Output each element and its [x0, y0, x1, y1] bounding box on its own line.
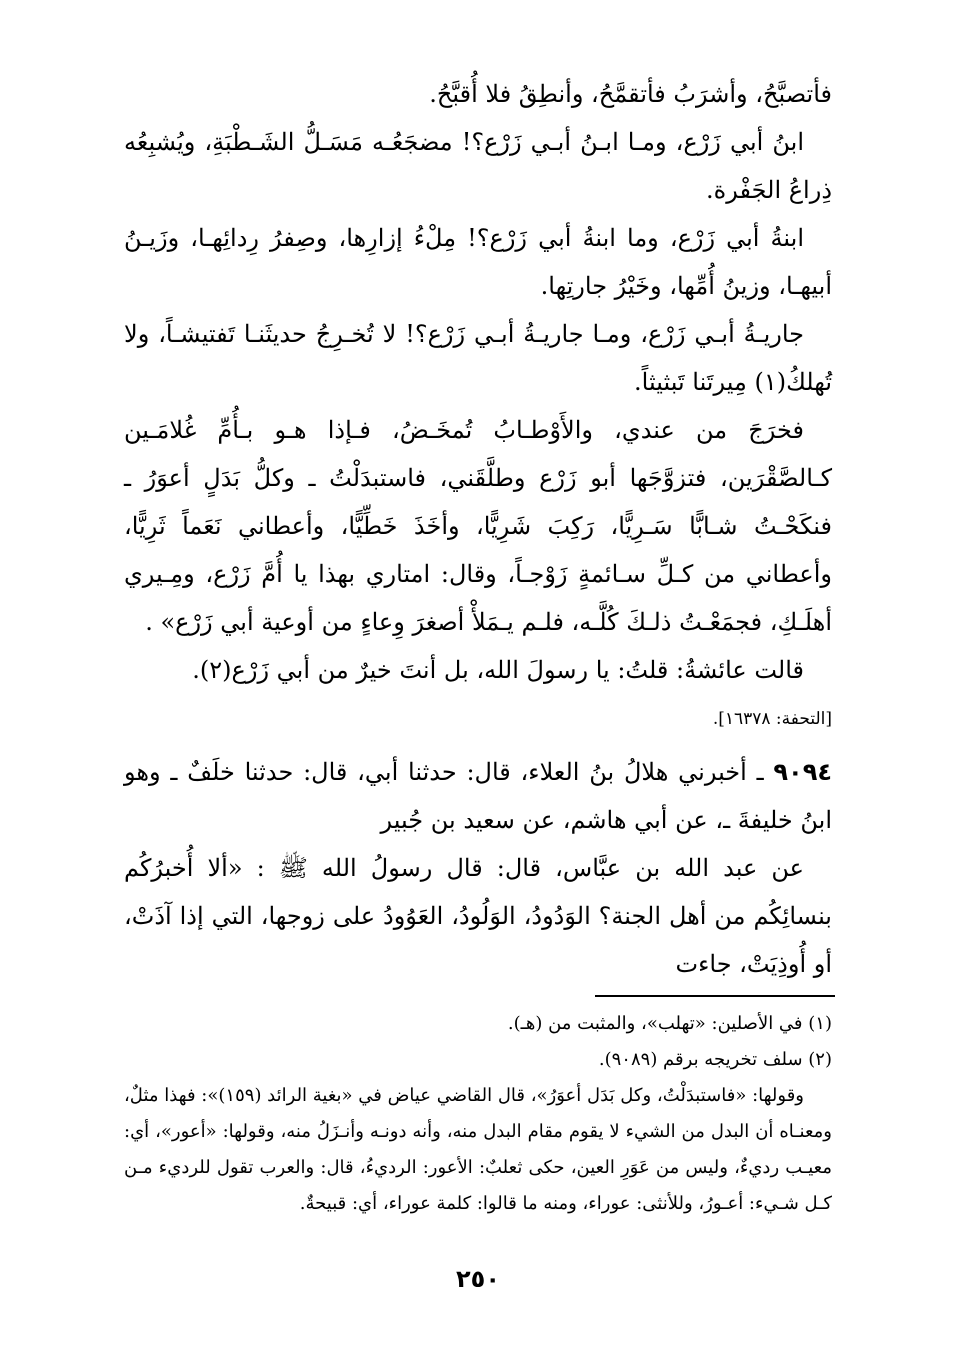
hadith-paragraph — [124, 748, 832, 844]
hadith-number: ٩٠٩٤ — [773, 758, 832, 786]
footnote: (٢) سلف تخريجه برقم (٩٠٨٩). — [598, 1049, 832, 1070]
page-number: ٢٥٠ — [456, 1265, 500, 1293]
text-paragraph: ابنُ أبي زَرْع، ومـا ابـنُ أبـي زَرْع؟! مضجَعُـه مَسَـلُّ الشَـطْبَةِ، ويُشبِعُه ذِراعُ الجَفْرة. — [124, 128, 832, 204]
text-paragraph: فأتصبَّحُ، وأشرَبُ فأتقمَّحُ، وأنطِقُ فلا أُقبَّحُ. — [429, 80, 832, 108]
main-text — [124, 70, 832, 988]
text-paragraph: قالت عائشةُ: قلتُ: يا رسولَ الله، بل أنتَ خيرٌ من أبي زَرْع(٢). — [192, 656, 804, 684]
footnote-separator — [595, 995, 835, 997]
isnad-text: ـ أخبرني هلالُ بنُ العلاء، قال: حدثنا أبي، قال: حدثنا خلَفٌ ـ وهو ابنُ خليفةَ ـ، عن أبي هاشم، عن سعيد بن جُبير — [124, 758, 832, 834]
text-paragraph: فخرَجَ من عندي، والأَوْطـابُ تُمخَـضُ، فـإذا هـو بـأُمِّ غُلامَـين كـالصَّقْرَين، فتزوَّجَها أبو زَرْع وطلَّقَني، فاستبدَلْتُ ـ وكلُّ بَدَلٍ أعوَرُ ـ فنكَحْـتُ شـابًّا سَـرِيًّا، رَكِبَ شَرِيًّا، وأخَذَ خَطِّيًّا، وأعطاني نَعَماً ثَرِيًّا، وأعطاني من كـلِّ سـائمةٍ زَوْجـاً، وقال: امتاري بهذا يا أُمَّ زَرْع، ومِـيري أهلَـكِ، فجمَعْـتُ ذلـكَ كُلَّـه، فلـم يـمَلأْ أصغرَ وِعاءٍ من أوعية أبي زَرْع» . — [124, 416, 832, 636]
footnote: (١) في الأصلين: «تهلب»، والمثبت من (هـ). — [507, 1013, 832, 1034]
footnotes — [124, 1006, 832, 1222]
text-paragraph: ابنةُ أبي زَرْع، وما ابنةُ أبي زَرْع؟! مِلْءُ إزارِها، وصِفرُ رِدائِهـا، وزَيـنُ أبيهـا، وزينُ أُمِّها، وخَيْرُ جارتِها. — [124, 224, 832, 300]
text-paragraph: جاريـةُ أبـي زَرْع، ومـا جاريـةُ أبـي زَرْع؟! لا تُخـرِجُ حديثَنـا تَفتيشـاً، ولا تُهلكُ(١) مِيرتَنا تَبثيثاً. — [124, 320, 832, 396]
tuhfa-citation: [التحفة: ١٦٣٧٨]. — [712, 709, 832, 729]
footnote: وقولها: «فاستبدَلْتُ، وكل بَدَل أعوَرُ»، قال القاضي عياض في «بغية الرائد (١٥٩)»: فهذا مثلٌ، ومعنـاه أن البدل من الشيء لا يقوم مقام البدل منه، وأنه دونـه وأنـزَلُ منه، وقولها: «أعور»، أي: معيـب رديءٌ، وليس من عَوَرِ العين، حكى ثعلبٌ: الأعور: الرديءُ، قال: والعرب تقول للرديء مـن كـل شـيء: أعـورُ، وللأنثى: عوراء، ومنه ما قالوا: كلمة عوراء، أي: قبيحةٌ. — [124, 1085, 832, 1214]
text-paragraph: عن عبد الله بن عبَّاس، قال: قال رسولُ الله ﷺ : «ألا أُخبرُكُم بنسائِكُم من أهل الجنة؟ الوَدُودُ، الوَلُودُ، العَوُودُ على زوجها، التي إذا آذَتْ، أو أُوذِيَتْ، جاءت — [124, 854, 832, 978]
